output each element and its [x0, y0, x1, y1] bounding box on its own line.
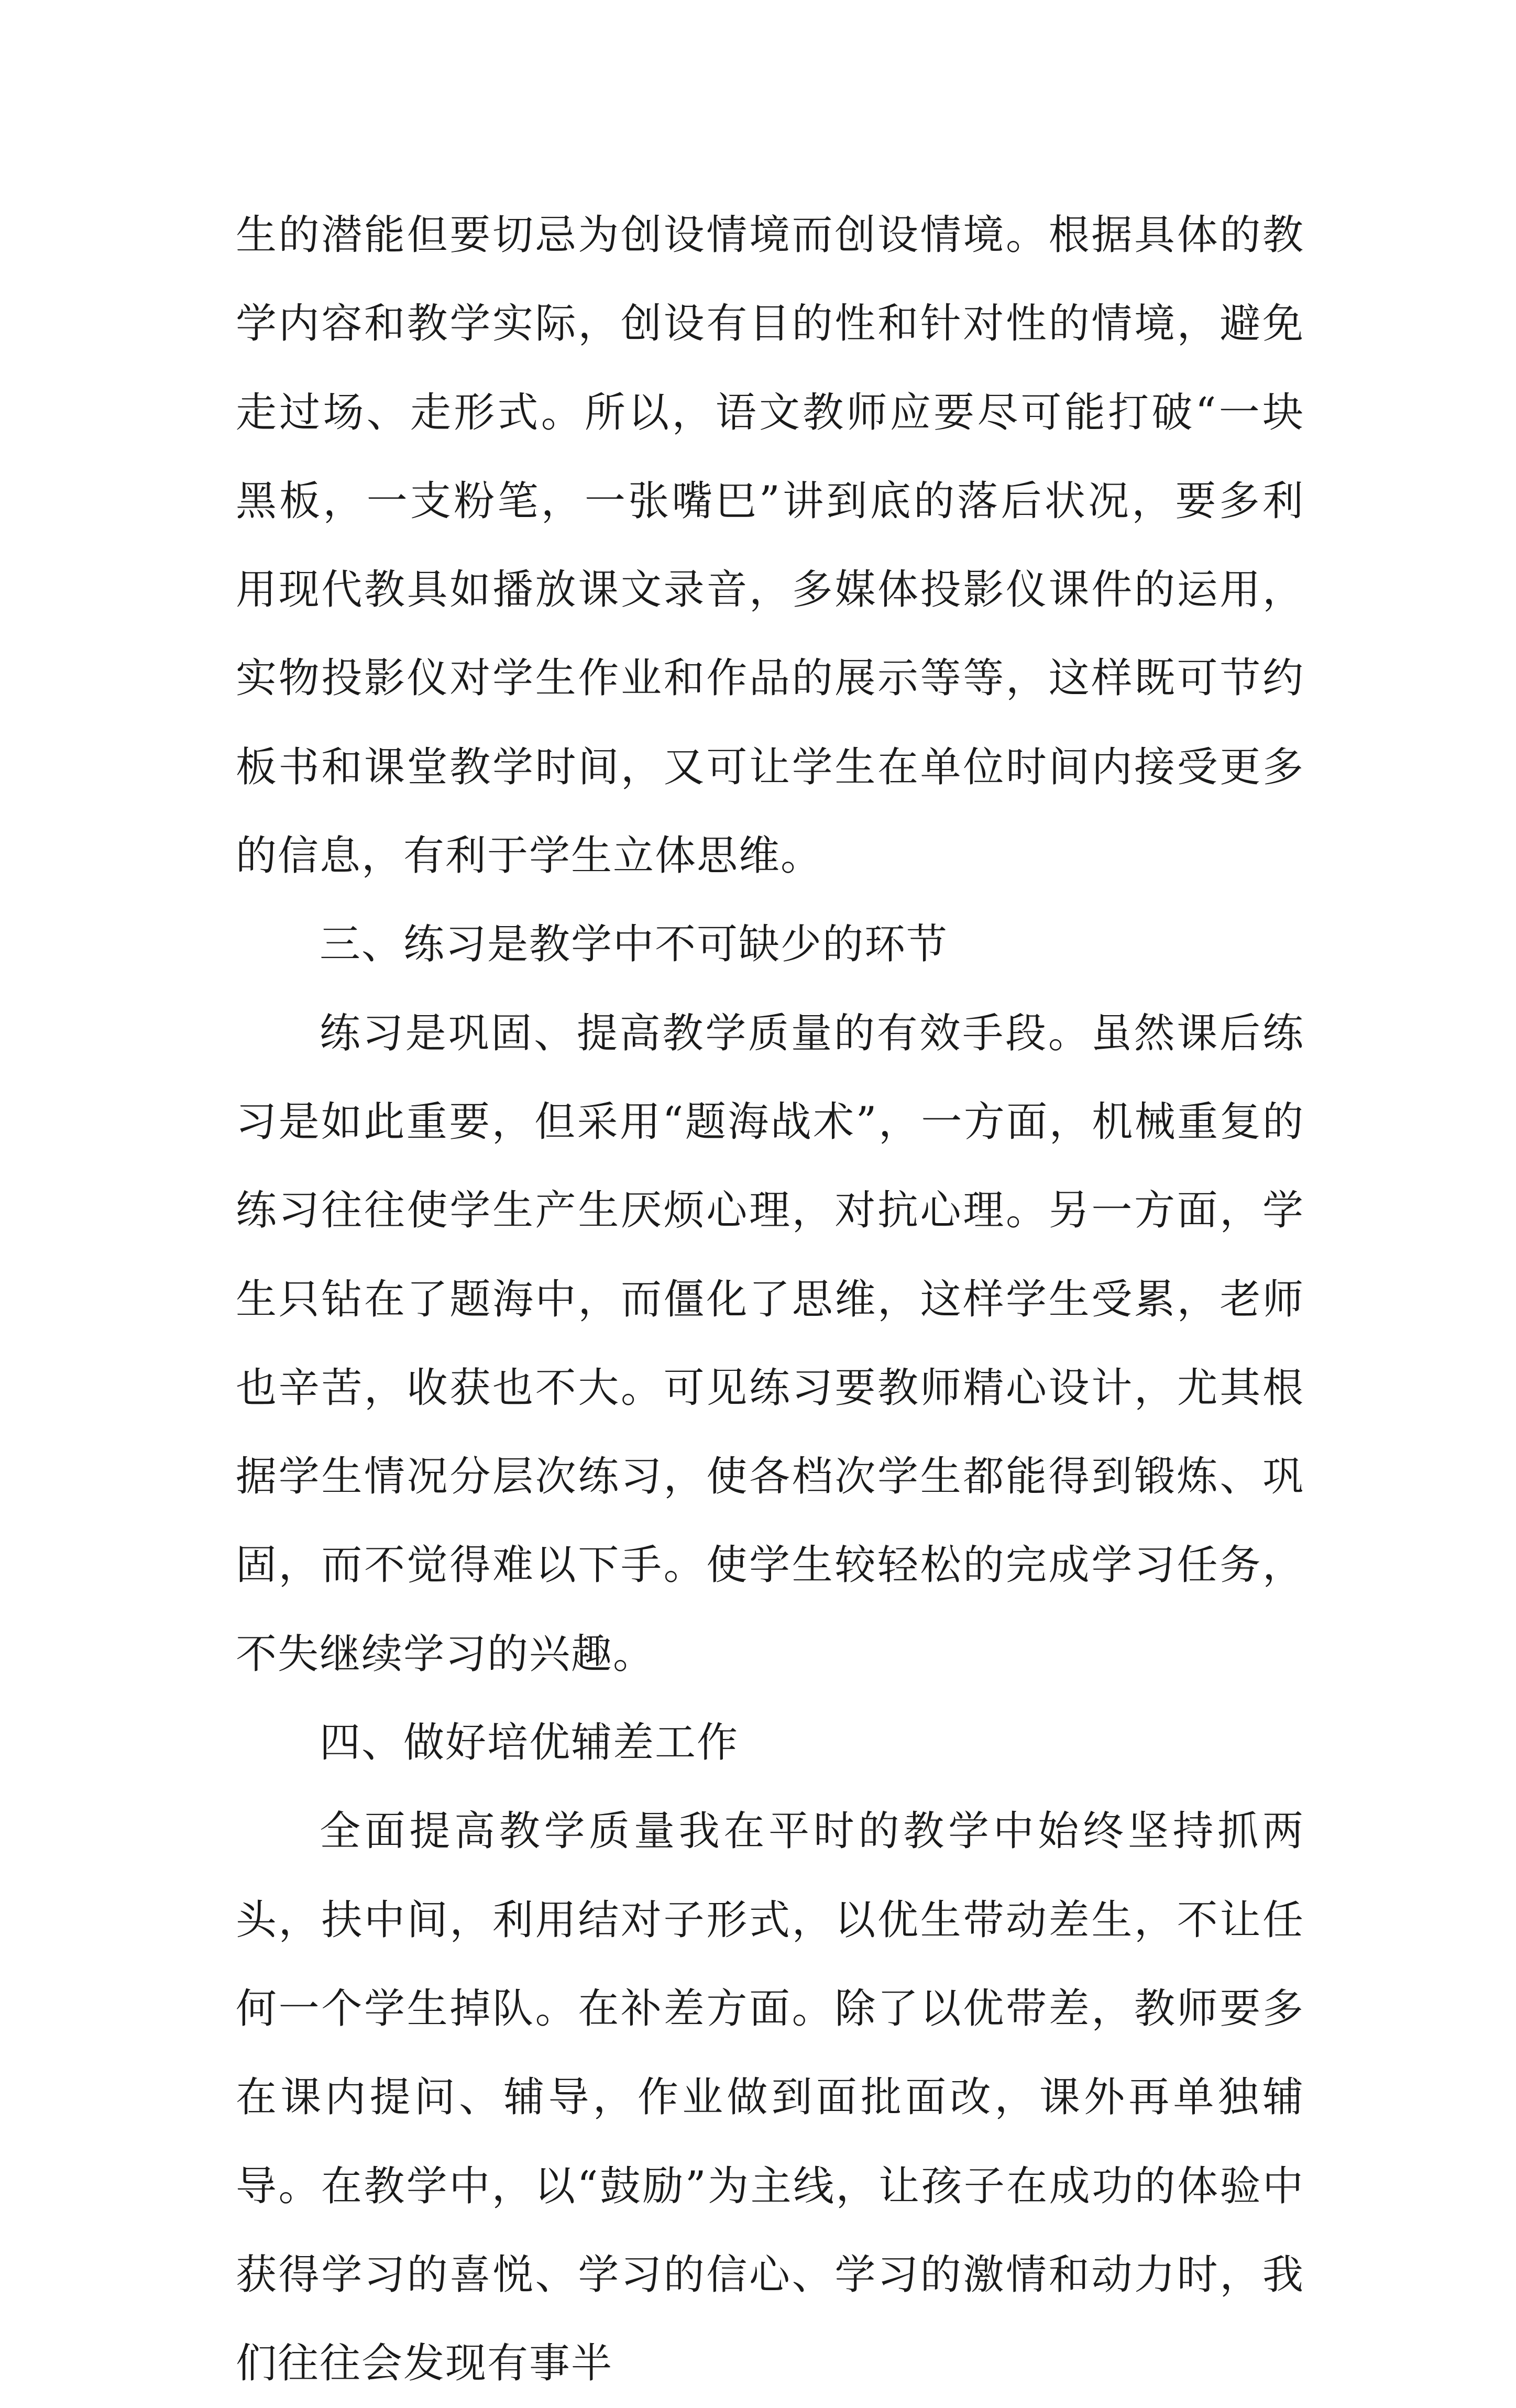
section-heading-practice: 三、练习是教学中不可缺少的环节	[320, 921, 949, 969]
document-body	[236, 191, 1304, 2408]
paragraph-practice: 练习是巩固、提高教学质量的有效手段。虽然课后练习是如此重要，但采用“题海战术”，一方面，机械重复的练习往往使学生产生厌烦心理，对抗心理。另一方面，学生只钻在了题海中，而僵化了思维，这样学生受累，老师也辛苦，收获也不大。可见练习要教师精心设计，尤其根据学生情况分层次练习，使各档次学生都能得到锻炼、巩固，而不觉得难以下手。使学生较轻松的完成学习任务，不失继续学习的兴趣。	[236, 1009, 1304, 1678]
paragraph-tutoring: 全面提高教学质量我在平时的教学中始终坚持抓两头，扶中间，利用结对子形式，以优生带动差生，不让任何一个学生掉队。在补差方面。除了以优带差，教师要多在课内提问、辅导，作业做到面批面改，课外再单独辅导。在教学中，以“鼓励”为主线，让孩子在成功的体验中获得学习的喜悦、学习的信心、学习的激情和动力时，我们往往会发现有事半	[236, 1808, 1304, 2388]
section-heading-tutoring: 四、做好培优辅差工作	[320, 1719, 739, 1767]
paragraph-continuation: 生的潜能但要切忌为创设情境而创设情境。根据具体的教学内容和教学实际，创设有目的性和针对性的情境，避免走过场、走形式。所以，语文教师应要尽可能打破“一块黑板，一支粉笔，一张嘴巴”讲到底的落后状况，要多利用现代教具如播放课文录音，多媒体投影仪课件的运用，实物投影仪对学生作业和作品的展示等等，这样既可节约板书和课堂教学时间，又可让学生在单位时间内接受更多的信息，有利于学生立体思维。	[236, 212, 1304, 880]
